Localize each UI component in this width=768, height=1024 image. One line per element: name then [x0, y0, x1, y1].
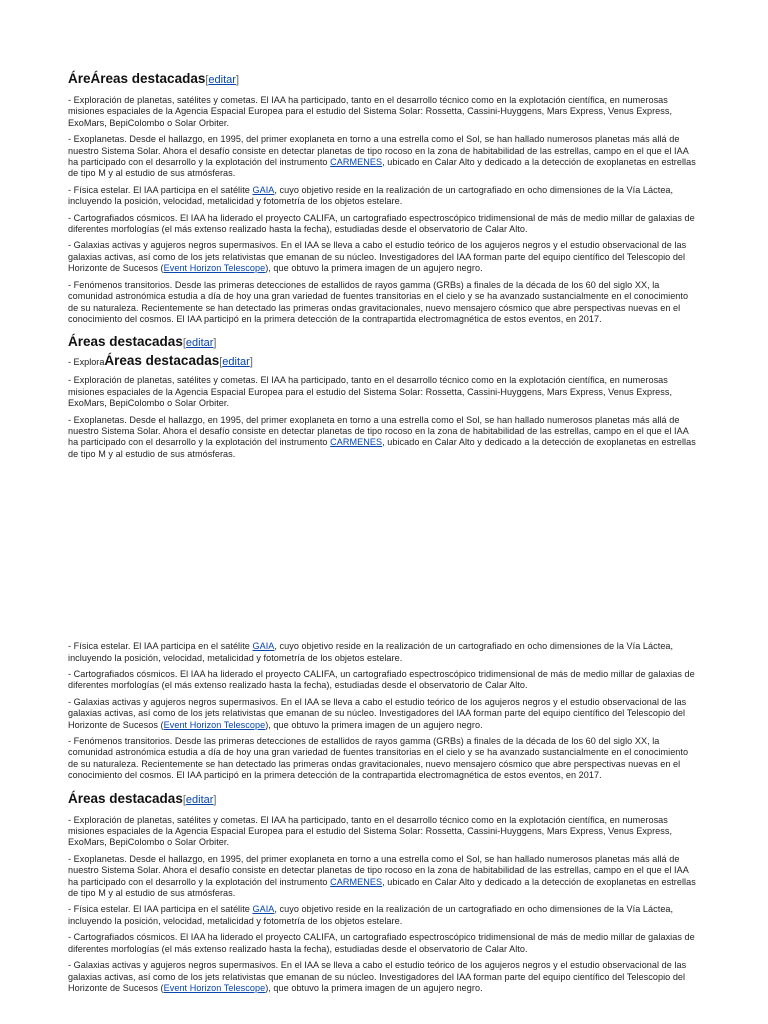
para-fisica-estelar: - Física estelar. El IAA participa en el satélite GAIA, cuyo objetivo reside en la realización de un cartografiado en ocho dimensiones de la Vía Láctea, incluyendo la posición, velocidad, metalicidad y fotometría de los objetos estelare.	[68, 904, 674, 926]
heading-text: Áreas destacadas	[68, 790, 183, 806]
edit-link-2[interactable]: [editar]	[182, 337, 217, 350]
article-content	[68, 70, 698, 999]
carmenes-link[interactable]: CARMENES	[330, 157, 383, 168]
section-heading-3	[68, 790, 698, 809]
edit-link-inline[interactable]: [editar]	[219, 356, 253, 369]
para-cartografiados: - Cartografiados cósmicos. El IAA ha liderado el proyecto CALIFA, un cartografiado espectroscópico tridimensional de más de medio millar de galaxias de diferentes morfologías (el más extenso realizado hasta la fecha), estudiadas desde el observatorio de Calar Alto.	[68, 668, 695, 691]
gaia-link[interactable]: GAIA	[252, 641, 275, 652]
para-galaxias: - Galaxias activas y agujeros negros supermasivos. En el IAA se lleva a cabo el estudio teórico de los agujeros negros y el estudio observacional de las galaxias activas, así como de los jets relativistas que emanan de su núcleo. Investigadores del IAA forman parte del equipo científico del Telescopio del Horizonte de Sucesos (Event Horizon Telescope), que obtuvo la primera imagen de un agujero negro.	[68, 960, 687, 993]
section-heading-1	[68, 70, 698, 89]
para-exploracion: - Exploración de planetas, satélites y cometas. El IAA ha participado, tanto en el desarrollo técnico como en la explotación científica, en numerosas misiones espaciales de la Agencia Espacial Europea para el estudio del Sistema Solar: Rossetta, Cassini-Huyggens, Mars Express, Venus Express, ExoMars, BepiColombo o Solar Orbiter.	[68, 375, 673, 409]
explora-prefix: - Explora	[68, 357, 105, 368]
para-exoplanetas: - Exoplanetas. Desde el hallazgo, en 1995, del primer exoplaneta en torno a una estrella como el Sol, se han hallado numerosos planetas más allá de nuestro Sistema Solar. Ahora el desafío consiste en detectar planetas de tipo rocoso en la zona de habitabilidad de las estrellas, campo en el que el IAA ha participado con el desarrollo y la explotación del instrumento CARMENES, ubicado en Calar Alto y dedicado a la detección de exoplanetas en estrellas de tipo M y al estudio de sus atmósferas.	[68, 853, 696, 899]
edit-link-text[interactable]: editar	[185, 793, 214, 806]
eht-link[interactable]: Event Horizon Telescope	[163, 719, 266, 730]
section-heading-2	[68, 333, 698, 352]
explora-line	[68, 352, 698, 371]
para-exploracion: - Exploración de planetas, satélites y cometas. El IAA ha participado, tanto en el desarrollo técnico como en la explotación científica, en numerosas misiones espaciales de la Agencia Espacial Europea para el estudio del Sistema Solar: Rossetta, Cassini-Huyggens, Mars Express, Venus Express, ExoMars, BepiColombo o Solar Orbiter.	[68, 814, 673, 848]
para-transitorios: - Fenómenos transitorios. Desde las primeras detecciones de estallidos de rayos gamma (GRBs) a finales de la década de los 60 del siglo XX, la comunidad astronómica estudia a día de hoy una gran variedad de fuentes transitorias en el cielo y se ha avanzado sustancialmente en el conocimiento de su naturaleza. Recientemente se han detectado las primeras ondas gravitacionales, nuevo mensajero cósmico que abre perspectivas nuevas en el conocimiento del cosmos. El IAA participó en la primera detección de la contrapartida electromagnética de estos eventos, en 2017.	[68, 279, 689, 324]
para-transitorios: - Fenómenos transitorios. Desde las primeras detecciones de estallidos de rayos gamma (GRBs) a finales de la década de los 60 del siglo XX, la comunidad astronómica estudia a día de hoy una gran variedad de fuentes transitorias en el cielo y se ha avanzado sustancialmente en el conocimiento de su naturaleza. Recientemente se han detectado las primeras ondas gravitacionales, nuevo mensajero cósmico que abre perspectivas nuevas en el conocimiento del cosmos. El IAA participó en la primera detección de la contrapartida electromagnética de estos eventos, en 2017.	[68, 736, 689, 781]
edit-link-text[interactable]: editar	[208, 74, 236, 86]
blank-gap	[68, 465, 698, 641]
para-fisica-estelar: - Física estelar. El IAA participa en el satélite GAIA, cuyo objetivo reside en la realización de un cartografiado en ocho dimensiones de la Vía Láctea, incluyendo la posición, velocidad, metalicidad y fotometría de los objetos estelare.	[68, 184, 674, 207]
gaia-link[interactable]: GAIA	[252, 184, 275, 195]
para-galaxias: - Galaxias activas y agujeros negros supermasivos. En el IAA se lleva a cabo el estudio teórico de los agujeros negros y el estudio observacional de las galaxias activas, así como de los jets relativistas que emanan de su núcleo. Investigadores del IAA forman parte del equipo científico del Telescopio del Horizonte de Sucesos (Event Horizon Telescope), que obtuvo la primera imagen de un agujero negro.	[68, 696, 687, 730]
eht-link[interactable]: Event Horizon Telescope	[163, 982, 266, 993]
edit-link-1[interactable]: [editar]	[205, 74, 239, 86]
edit-link-3[interactable]: [editar]	[182, 793, 217, 806]
heading-text: Áreas destacadas	[68, 334, 183, 350]
carmenes-link[interactable]: CARMENES	[330, 437, 383, 448]
para-exoplanetas: - Exoplanetas. Desde el hallazgo, en 1995, del primer exoplaneta en torno a una estrella como el Sol, se han hallado numerosos planetas más allá de nuestro Sistema Solar. Ahora el desafío consiste en detectar planetas de tipo rocoso en la zona de habitabilidad de las estrellas, campo en el que el IAA ha participado con el desarrollo y la explotación del instrumento CARMENES, ubicado en Calar Alto y dedicado a la detección de exoplanetas en estrellas de tipo M y al estudio de sus atmósferas.	[68, 414, 696, 459]
para-exploracion: - Exploración de planetas, satélites y cometas. El IAA ha participado, tanto en el desarrollo técnico como en la explotación científica, en numerosas misiones espaciales de la Agencia Espacial Europea para el estudio del Sistema Solar: Rossetta, Cassini-Huyggens, Mars Express, Venus Express, ExoMars, BepiColombo o Solar Orbiter.	[68, 95, 673, 128]
edit-link-text[interactable]: editar	[185, 337, 214, 350]
gaia-link[interactable]: GAIA	[252, 904, 275, 915]
edit-link-text[interactable]: editar	[222, 356, 250, 369]
eht-link[interactable]: Event Horizon Telescope	[163, 263, 266, 274]
para-galaxias: - Galaxias activas y agujeros negros supermasivos. En el IAA se lleva a cabo el estudio teórico de los agujeros negros y el estudio observacional de las galaxias activas, así como de los jets relativistas que emanan de su núcleo. Investigadores del IAA forman parte del equipo científico del Telescopio del Horizonte de Sucesos (Event Horizon Telescope), que obtuvo la primera imagen de un agujero negro.	[68, 240, 687, 274]
para-cartografiados: - Cartografiados cósmicos. El IAA ha liderado el proyecto CALIFA, un cartografiado espectroscópico tridimensional de más de medio millar de galaxias de diferentes morfologías (el más extenso realizado hasta la fecha), estudiadas desde el observatorio de Calar Alto.	[68, 212, 695, 235]
inline-heading: Áreas destacadas	[104, 353, 220, 369]
para-fisica-estelar: - Física estelar. El IAA participa en el satélite GAIA, cuyo objetivo reside en la realización de un cartografiado en ocho dimensiones de la Vía Láctea, incluyendo la posición, velocidad, metalicidad y fotometría de los objetos estelare.	[68, 641, 674, 663]
para-exoplanetas: - Exoplanetas. Desde el hallazgo, en 1995, del primer exoplaneta en torno a una estrella como el Sol, se han hallado numerosos planetas más allá de nuestro Sistema Solar. Ahora el desafío consiste en detectar planetas de tipo rocoso en la zona de habitabilidad de las estrellas, campo en el que el IAA ha participado con el desarrollo y la explotación del instrumento CARMENES, ubicado en Calar Alto y dedicado a la detección de exoplanetas en estrellas de tipo M y al estudio de sus atmósferas.	[68, 134, 696, 179]
heading-text: ÁreÁreas destacadas	[68, 71, 206, 86]
carmenes-link[interactable]: CARMENES	[330, 876, 383, 887]
para-cartografiados: - Cartografiados cósmicos. El IAA ha liderado el proyecto CALIFA, un cartografiado espectroscópico tridimensional de más de medio millar de galaxias de diferentes morfologías (el más extenso realizado hasta la fecha), estudiadas desde el observatorio de Calar Alto.	[68, 932, 695, 954]
